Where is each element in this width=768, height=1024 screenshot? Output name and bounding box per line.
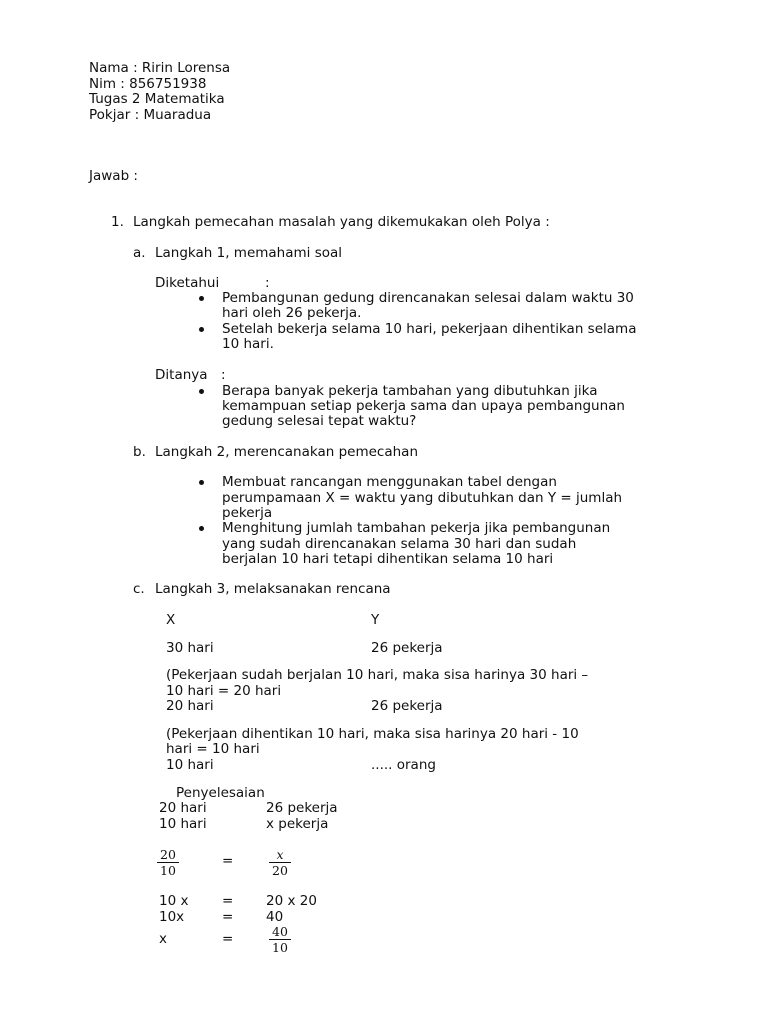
note-text: 10 hari = 20 hari bbox=[166, 683, 282, 699]
table-cell: 20 hari bbox=[166, 698, 214, 714]
table-cell: ..... orang bbox=[371, 757, 436, 773]
list-item: Berapa banyak pekerja tambahan yang dibutuhkan jika bbox=[222, 383, 598, 399]
fraction-right bbox=[269, 848, 291, 877]
list-item: kemampuan setiap pekerja sama dan upaya pembangunan bbox=[222, 398, 625, 414]
jawab-label: Jawab : bbox=[89, 168, 138, 184]
diketahui-colon: : bbox=[265, 275, 270, 291]
table-cell: 10 hari bbox=[166, 757, 214, 773]
list-item: Membuat rancangan menggunakan tabel dengan bbox=[222, 474, 557, 490]
penyelesaian-label: Penyelesaian bbox=[176, 785, 265, 801]
note-text: (Pekerjaan sudah berjalan 10 hari, maka sisa harinya 30 hari – bbox=[166, 667, 589, 683]
table-cell: 26 pekerja bbox=[371, 698, 443, 714]
numerator: 40 bbox=[272, 924, 288, 939]
equation-left: 10x bbox=[159, 909, 185, 925]
bullet-icon bbox=[199, 389, 204, 394]
bullet-icon bbox=[199, 296, 204, 301]
list-item: Pembangunan gedung direncanakan selesai dalam waktu 30 bbox=[222, 290, 634, 306]
bullet-icon bbox=[199, 327, 204, 332]
step-c-title: Langkah 3, melaksanakan rencana bbox=[155, 581, 391, 597]
equation-right: 40 bbox=[266, 909, 284, 925]
equation-left: x bbox=[159, 931, 167, 947]
ditanya-colon: : bbox=[221, 367, 226, 383]
step-b-title: Langkah 2, merencanakan pemecahan bbox=[155, 444, 418, 460]
denominator: 20 bbox=[272, 863, 288, 878]
table-cell: 30 hari bbox=[166, 640, 214, 656]
equals-sign: = bbox=[222, 853, 234, 869]
student-name: Nama : Ririn Lorensa bbox=[89, 60, 231, 76]
numerator: x bbox=[276, 847, 284, 862]
note-text: (Pekerjaan dihentikan 10 hari, maka sisa harinya 20 hari - 10 bbox=[166, 726, 579, 742]
bullet-icon bbox=[199, 480, 204, 485]
list-item: berjalan 10 hari tetapi dihentikan selama 10 hari bbox=[222, 551, 554, 567]
equals-sign: = bbox=[222, 931, 234, 947]
column-y-header: Y bbox=[371, 612, 380, 628]
step-a-title: Langkah 1, memahami soal bbox=[155, 245, 343, 261]
list-item: hari oleh 26 pekerja. bbox=[222, 305, 362, 321]
list-item: pekerja bbox=[222, 505, 273, 521]
fraction-left bbox=[157, 848, 179, 877]
table-cell: 20 hari bbox=[159, 800, 207, 816]
list-item: Setelah bekerja selama 10 hari, pekerjaan dihentikan selama bbox=[222, 321, 637, 337]
denominator: 10 bbox=[272, 940, 288, 955]
equals-sign: = bbox=[222, 893, 234, 909]
table-cell: 10 hari bbox=[159, 816, 207, 832]
table-cell: x pekerja bbox=[266, 816, 329, 832]
fraction-result bbox=[269, 925, 291, 954]
step-a-marker: a. bbox=[133, 245, 146, 261]
equals-sign: = bbox=[222, 909, 234, 925]
note-text: hari = 10 hari bbox=[166, 741, 260, 757]
diketahui-label: Diketahui bbox=[155, 275, 220, 291]
column-x-header: X bbox=[166, 612, 176, 628]
denominator: 10 bbox=[160, 863, 176, 878]
pokjar: Pokjar : Muaradua bbox=[89, 107, 212, 123]
q1-number: 1. bbox=[111, 214, 124, 230]
list-item: gedung selesai tepat waktu? bbox=[222, 413, 417, 429]
q1-title: Langkah pemecahan masalah yang dikemukakan oleh Polya : bbox=[133, 214, 550, 230]
equation-left: 10 x bbox=[159, 893, 189, 909]
table-cell: 26 pekerja bbox=[371, 640, 443, 656]
step-b-marker: b. bbox=[133, 444, 146, 460]
list-item: perumpamaan X = waktu yang dibutuhkan dan Y = jumlah bbox=[222, 490, 623, 506]
table-cell: 26 pekerja bbox=[266, 800, 338, 816]
step-c-marker: c. bbox=[133, 581, 145, 597]
list-item: 10 hari. bbox=[222, 336, 274, 352]
assignment-title: Tugas 2 Matematika bbox=[89, 91, 225, 107]
ditanya-label: Ditanya bbox=[155, 367, 208, 383]
equation-right: 20 x 20 bbox=[266, 893, 317, 909]
bullet-icon bbox=[199, 526, 204, 531]
student-nim: Nim : 856751938 bbox=[89, 76, 207, 92]
list-item: Menghitung jumlah tambahan pekerja jika pembangunan bbox=[222, 520, 611, 536]
numerator: 20 bbox=[160, 847, 176, 862]
list-item: yang sudah direncanakan selama 30 hari dan sudah bbox=[222, 536, 577, 552]
